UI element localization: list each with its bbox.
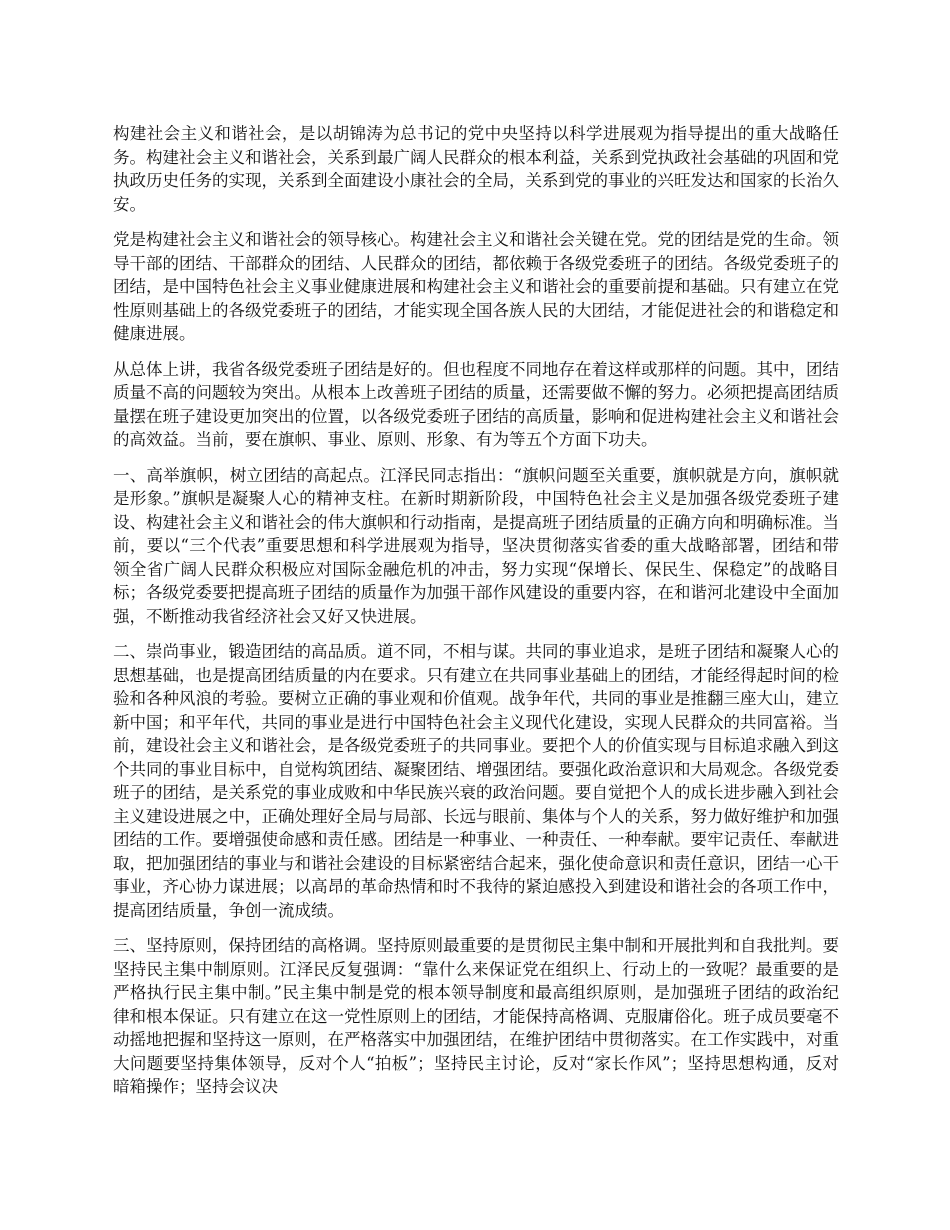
paragraph-section-1: 一、高举旗帜，树立团结的高起点。江泽民同志指出：“旗帜问题至关重要，旗帜就是方向，旗帜就是形象。”旗帜是凝聚人心的精神支柱。在新时期新阶段，中国特色社会主义是加强各级党委班子建设、构建社会主义和谐社会的伟大旗帜和行动指南，是提高班子团结质量的正确方向和明确标准。当前，要以“三个代表”重要思想和科学进展观为指导，坚决贯彻落实省委的重大战略部署，团结和带领全省广阔人民群众积极应对国际金融危机的冲击，努力实现“保增长、保民生、保稳定”的战略目标；各级党委要把提高班子团结的质量作为加强干部作风建设的重要内容，在和谐河北建设中全面加强，不断推动我省经济社会又好又快进展。	[113, 465, 839, 626]
paragraph-overview: 从总体上讲，我省各级党委班子团结是好的。但也程度不同地存在着这样或那样的问题。其中，团结质量不高的问题较为突出。从根本上改善班子团结的质量，还需要做不懈的努力。必须把提高团结质量摆在班子建设更加突出的位置，以各级党委班子团结的高质量，影响和促进构建社会主义和谐社会的高效益。当前，要在旗帜、事业、原则、形象、有为等五个方面下功夫。	[113, 359, 839, 449]
document-body	[113, 122, 839, 1111]
paragraph-intro: 构建社会主义和谐社会，是以胡锦涛为总书记的党中央坚持以科学进展观为指导提出的重大战略任务。构建社会主义和谐社会，关系到最广阔人民群众的根本利益，关系到党执政社会基础的巩固和党执政历史任务的实现，关系到全面建设小康社会的全局，关系到党的事业的兴旺发达和国家的长治久安。	[113, 124, 839, 214]
paragraph-party-core: 党是构建社会主义和谐社会的领导核心。构建社会主义和谐社会关键在党。党的团结是党的生命。领导干部的团结、干部群众的团结、人民群众的团结，都依赖于各级党委班子的团结。各级党委班子的团结，是中国特色社会主义事业健康进展和构建社会主义和谐社会的重要前提和基础。只有建立在党性原则基础上的各级党委班子的团结，才能实现全国各族人民的大团结，才能促进社会的和谐稳定和健康进展。	[113, 230, 839, 343]
paragraph-section-2: 二、崇尚事业，锻造团结的高品质。道不同，不相与谋。共同的事业追求，是班子团结和凝聚人心的思想基础，也是提高团结质量的内在要求。只有建立在共同事业基础上的团结，才能经得起时间的检验和各种风浪的考验。要树立正确的事业观和价值观。战争年代，共同的事业是推翻三座大山，建立新中国；和平年代，共同的事业是进行中国特色社会主义现代化建设，实现人民群众的共同富裕。当前，建设社会主义和谐社会，是各级党委班子的共同事业。要把个人的价值实现与目标追求融入到这个共同的事业目标中，自觉构筑团结、凝聚团结、增强团结。要强化政治意识和大局观念。各级党委班子的团结，是关系党的事业成败和中华民族兴衰的政治问题。要自觉把个人的成长进步融入到社会主义建设进展之中，正确处理好全局与局部、长远与眼前、集体与个人的关系，努力做好维护和加强团结的工作。要增强使命感和责任感。团结是一种事业、一种责任、一种奉献。要牢记责任、奉献进取，把加强团结的事业与和谐社会建设的目标紧密结合起来，强化使命意识和责任意识，团结一心干事业，齐心协力谋进展；以高昂的革命热情和时不我待的紧迫感投入到建设和谐社会的各项工作中，提高团结质量，争创一流成绩。	[113, 642, 839, 920]
paragraph-section-3: 三、坚持原则，保持团结的高格调。坚持原则最重要的是贯彻民主集中制和开展批判和自我批判。要坚持民主集中制原则。江泽民反复强调：“靠什么来保证党在组织上、行动上的一致呢？最重要的是严格执行民主集中制。”民主集中制是党的根本领导制度和最高组织原则，是加强班子团结的政治纪律和根本保证。只有建立在这一党性原则上的团结，才能保持高格调、克服庸俗化。班子成员要毫不动摇地把握和坚持这一原则，在严格落实中加强团结，在维护团结中贯彻落实。在工作实践中，对重大问题要坚持集体领导，反对个人“拍板”；坚持民主讨论，反对“家长作风”；坚持思想构通，反对暗箱操作；坚持会议决	[113, 936, 839, 1096]
